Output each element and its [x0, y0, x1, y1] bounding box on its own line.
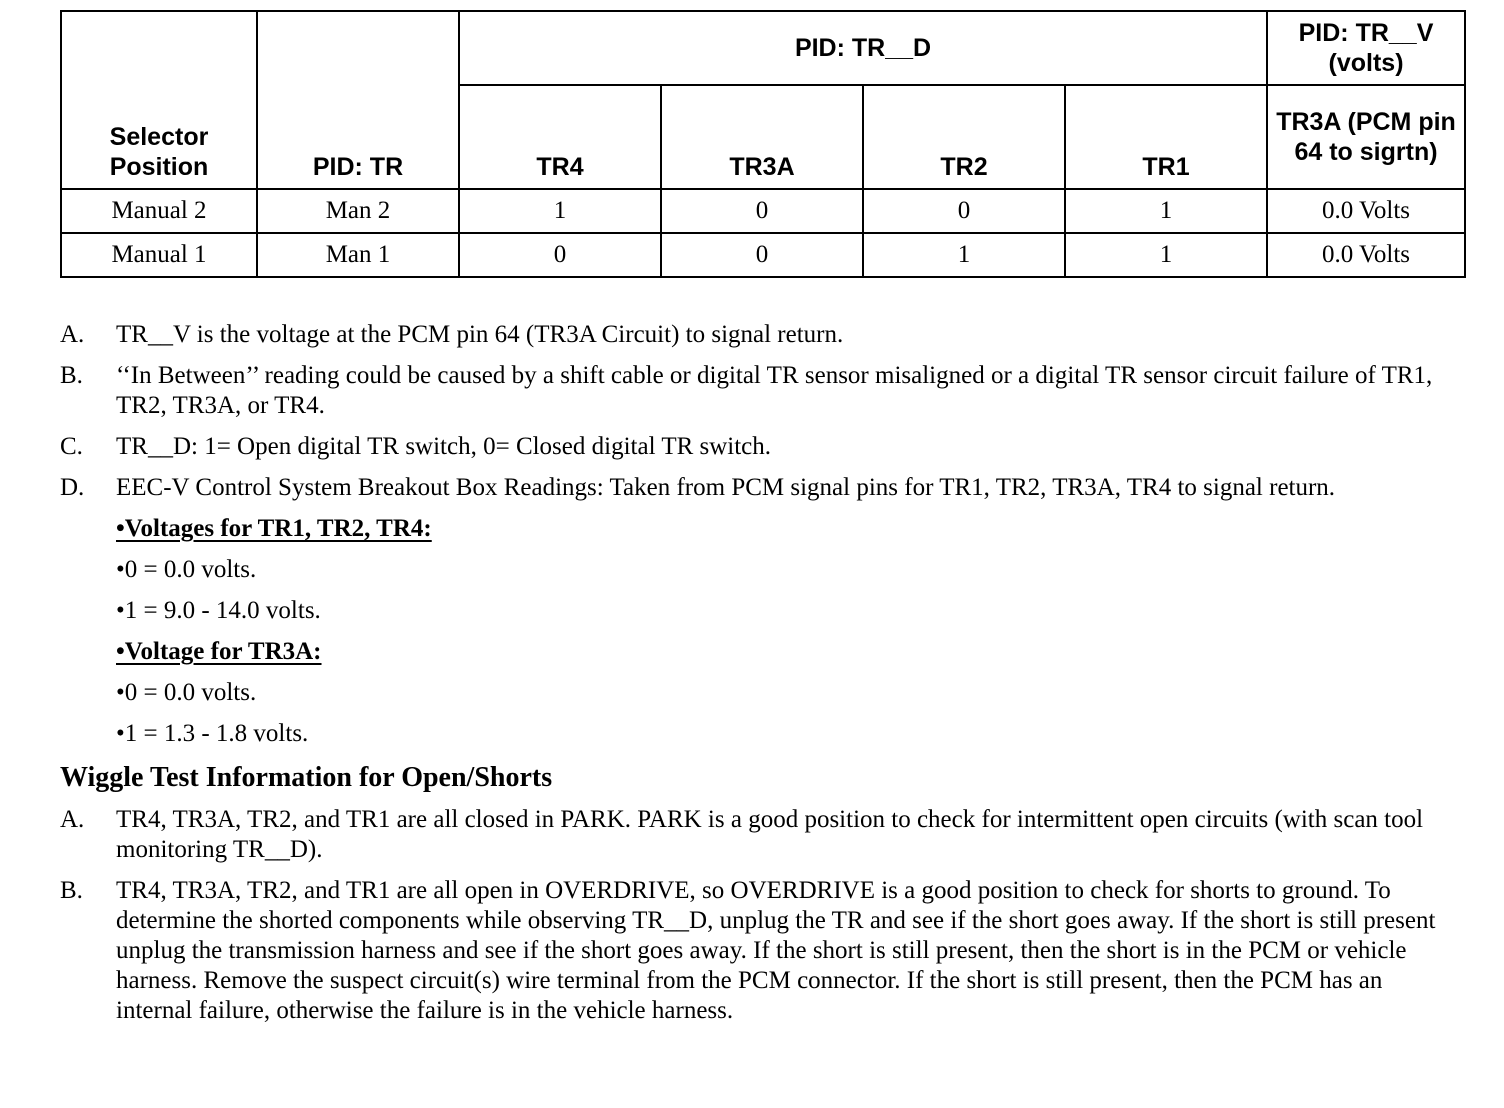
header-tr3a-pcm: TR3A (PCM pin 64 to sigrtn)	[1267, 85, 1465, 189]
table-row	[61, 233, 1465, 277]
voltage-tr3a-heading	[116, 637, 1464, 667]
table-header-row-1	[61, 11, 1465, 85]
note-d	[60, 473, 1464, 503]
note-text: EEC-V Control System Breakout Box Readings: Taken from PCM signal pins for TR1, TR2, TR3A, TR4 to signal return.	[116, 474, 1336, 501]
voltage-tr3a-heading-text: •Voltage for TR3A:	[116, 638, 322, 665]
wiggle-text: TR4, TR3A, TR2, and TR1 are all closed in PARK. PARK is a good position to check for intermittent open circuits (with scan tool monitoring TR__D).	[116, 806, 1424, 863]
voltage-tr3a-one: •1 = 1.3 - 1.8 volts.	[116, 720, 309, 747]
cell-tr2: 0	[863, 189, 1065, 233]
cell-selector: Manual 1	[61, 233, 257, 277]
cell-tr: Man 2	[257, 189, 459, 233]
header-tr1: TR1	[1065, 85, 1267, 189]
document	[60, 10, 1464, 1037]
note-letter: B.	[60, 362, 83, 389]
voltages-tr124-one: •1 = 9.0 - 14.0 volts.	[116, 597, 321, 624]
header-tr2: TR2	[863, 85, 1065, 189]
cell-selector: Manual 2	[61, 189, 257, 233]
note-c	[60, 432, 1464, 462]
voltages-tr124-heading	[116, 514, 1464, 544]
notes-list	[60, 320, 1464, 749]
header-tr3a: TR3A	[661, 85, 863, 189]
wiggle-letter: A.	[60, 806, 85, 833]
cell-volts: 0.0 Volts	[1267, 233, 1465, 277]
wiggle-item-b	[60, 876, 1464, 1026]
voltages-tr124-zero: •0 = 0.0 volts.	[116, 556, 257, 583]
header-pid-tr-d: PID: TR__D	[459, 11, 1267, 85]
header-pid-tr: PID: TR	[257, 11, 459, 189]
voltage-tr3a-zero: •0 = 0.0 volts.	[116, 679, 257, 706]
header-pid-tr-v: PID: TR__V (volts)	[1267, 11, 1465, 85]
table-row	[61, 189, 1465, 233]
wiggle-text: TR4, TR3A, TR2, and TR1 are all open in OVERDRIVE, so OVERDRIVE is a good position to check for shorts to ground. To determine the shorted components while observing TR__D, unplug the TR and see if the short goes away. If the short is still present unplug the transmission harness and see if the short goes away. If the short is still present, then the short is in the PCM or vehicle harness. Remove the suspect circuit(s) wire terminal from the PCM connector. If the short is still present, then the PCM has an internal failure, otherwise the failure is in the vehicle harness.	[116, 877, 1436, 1024]
note-letter: D.	[60, 474, 85, 501]
cell-tr2: 1	[863, 233, 1065, 277]
cell-tr1: 1	[1065, 233, 1267, 277]
note-text: TR__V is the voltage at the PCM pin 64 (TR3A Circuit) to signal return.	[116, 321, 844, 348]
cell-tr: Man 1	[257, 233, 459, 277]
header-selector-position: Selector Position	[61, 11, 257, 189]
note-text: ‘‘In Between’’ reading could be caused by a shift cable or digital TR sensor misaligned or a digital TR sensor circuit failure of TR1, TR2, TR3A, or TR4.	[116, 362, 1433, 419]
note-b	[60, 361, 1464, 421]
pid-table	[60, 10, 1466, 278]
wiggle-letter: B.	[60, 877, 83, 904]
note-a	[60, 320, 1464, 350]
cell-tr1: 1	[1065, 189, 1267, 233]
note-letter: A.	[60, 321, 85, 348]
cell-tr4: 1	[459, 189, 661, 233]
voltages-tr124-heading-text: •Voltages for TR1, TR2, TR4:	[116, 515, 432, 542]
note-letter: C.	[60, 433, 83, 460]
wiggle-item-a	[60, 805, 1464, 865]
header-tr4: TR4	[459, 85, 661, 189]
cell-tr3a: 0	[661, 189, 863, 233]
note-text: TR__D: 1= Open digital TR switch, 0= Closed digital TR switch.	[116, 433, 772, 460]
cell-volts: 0.0 Volts	[1267, 189, 1465, 233]
cell-tr4: 0	[459, 233, 661, 277]
cell-tr3a: 0	[661, 233, 863, 277]
wiggle-test-title: Wiggle Test Information for Open/Shorts	[60, 762, 553, 793]
